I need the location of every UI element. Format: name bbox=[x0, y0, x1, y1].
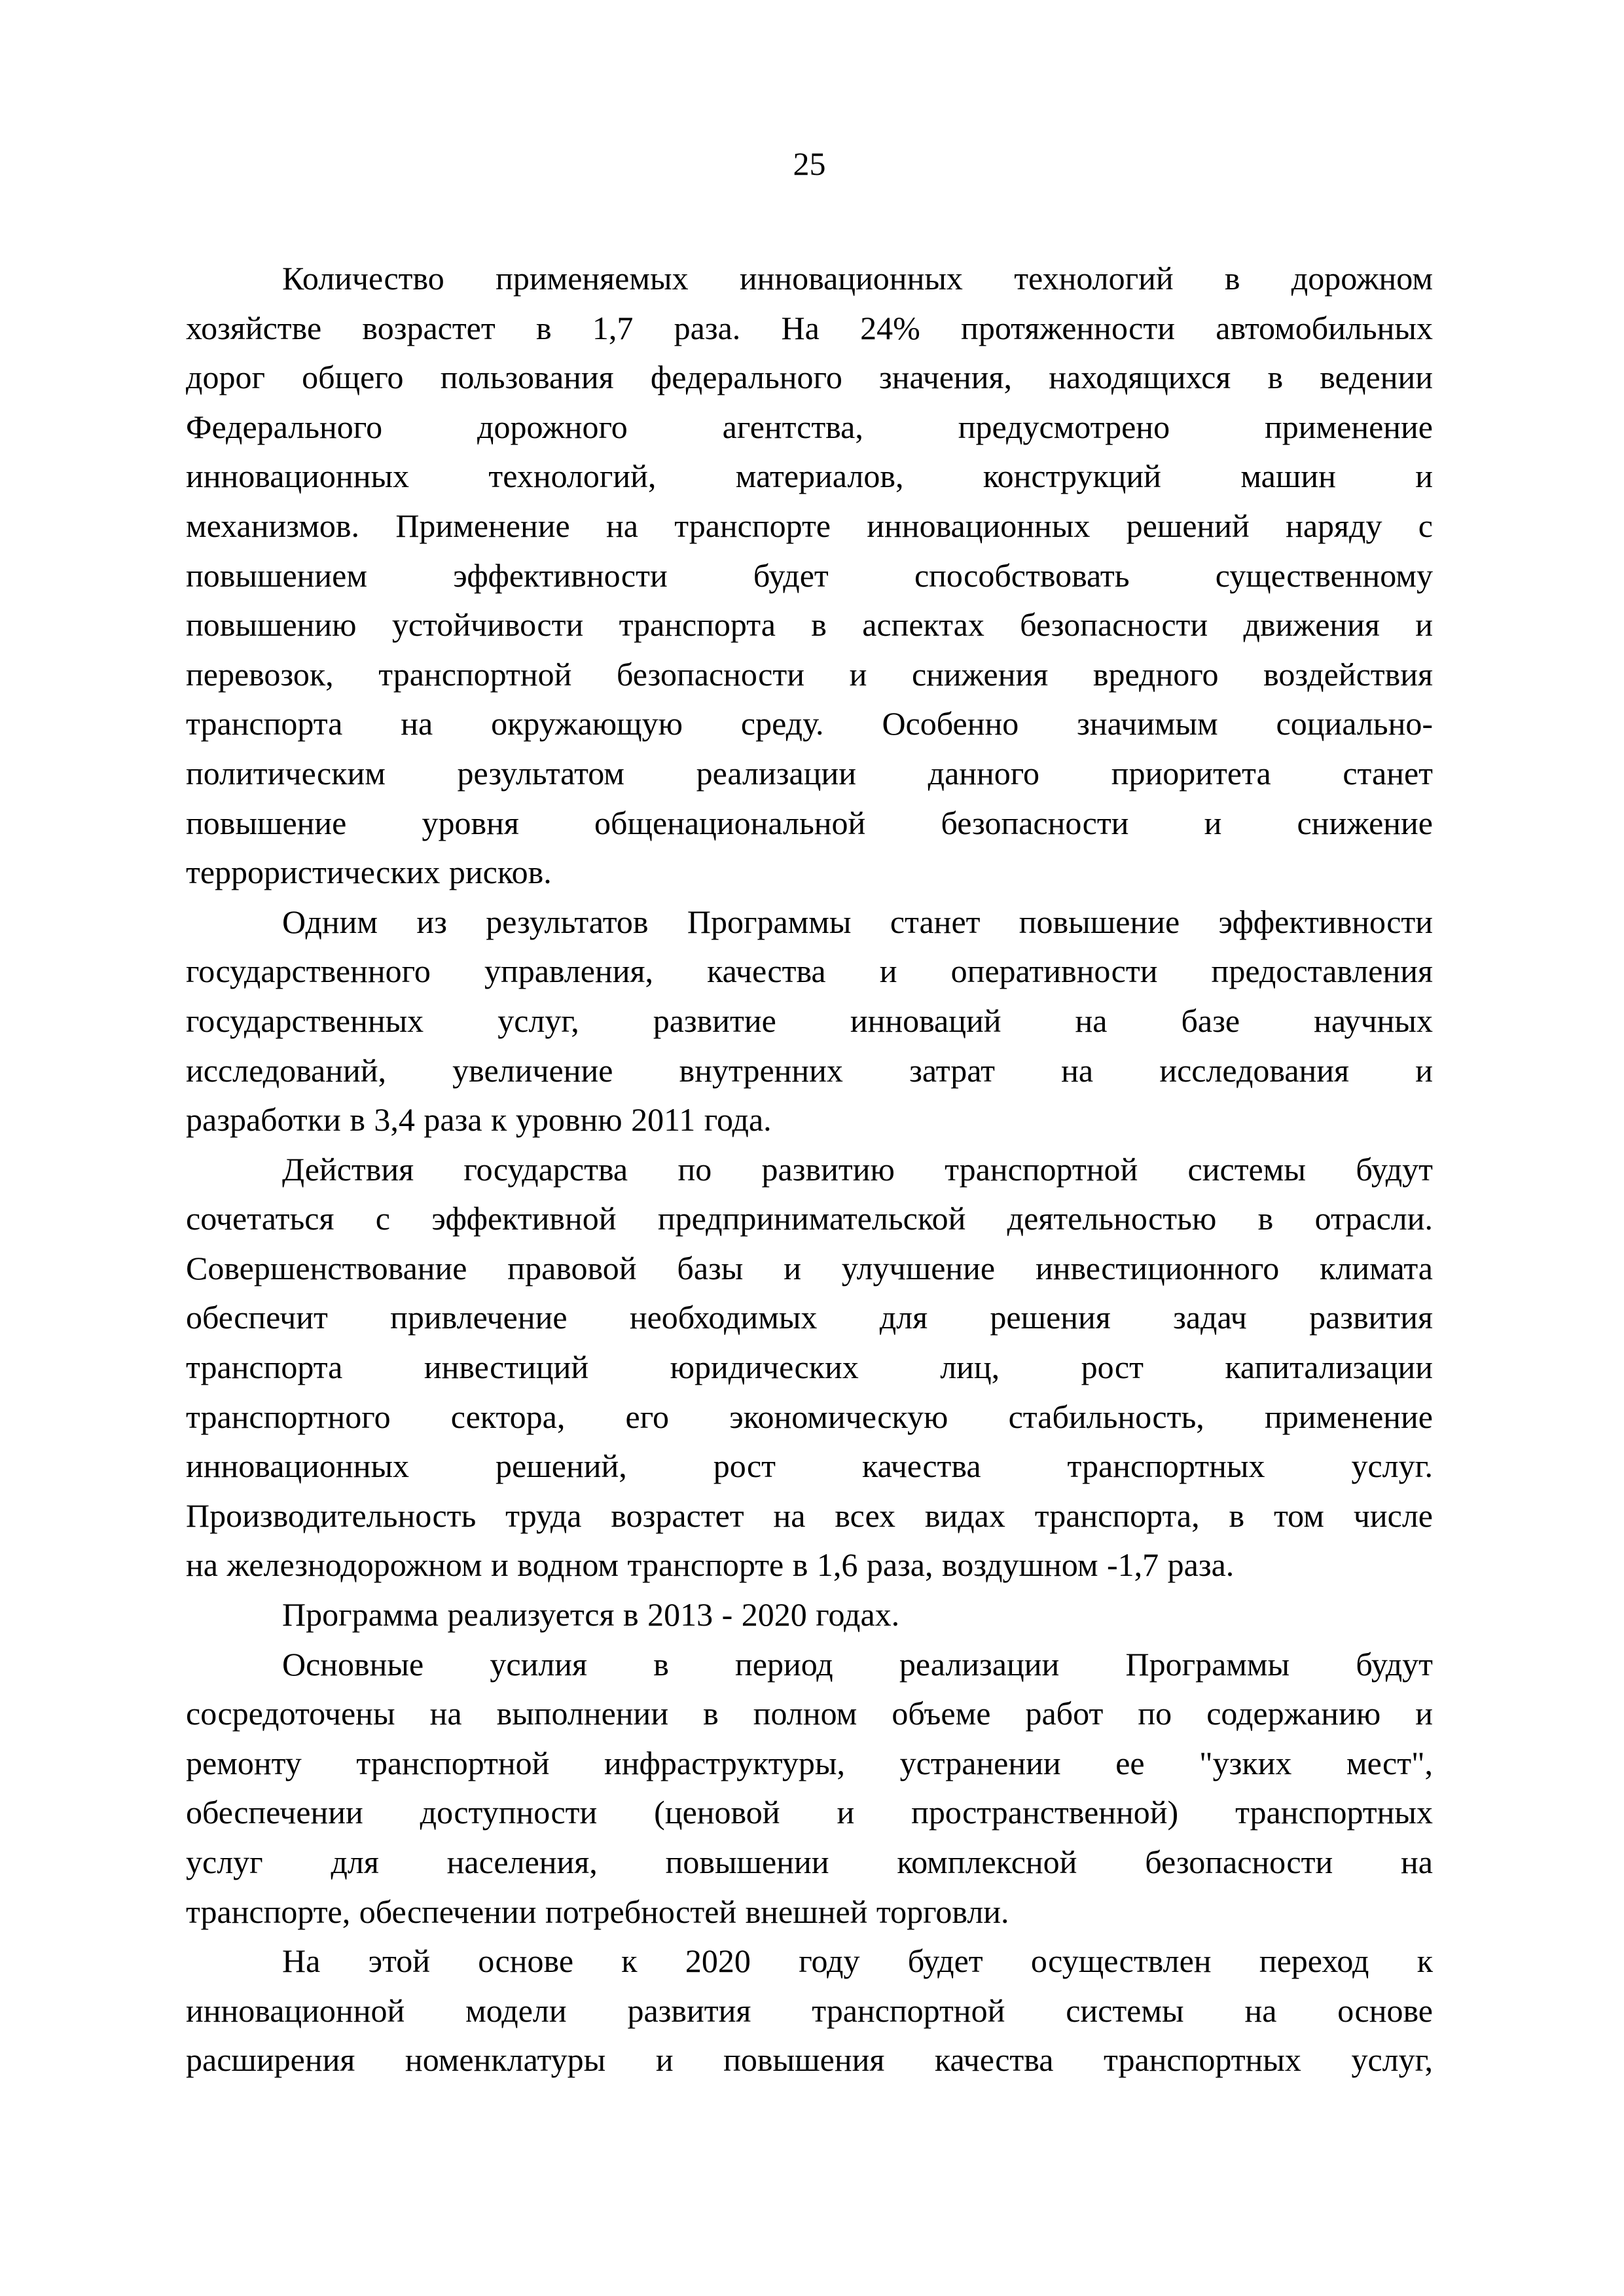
paragraph bbox=[186, 1590, 1433, 1640]
paragraph bbox=[186, 1145, 1433, 1590]
text-line: Совершенствование правовой базы и улучшение инвестиционного климата bbox=[186, 1249, 1433, 1286]
text-line: государственных услуг, развитие инноваций на базе научных bbox=[186, 1002, 1433, 1039]
text-line: государственного управления, качества и оперативности предоставления bbox=[186, 953, 1433, 990]
text-line: транспортного сектора, его экономическую стабильность, применение bbox=[186, 1398, 1433, 1435]
text-line: инновационных технологий, материалов, конструкций машин и bbox=[186, 458, 1433, 495]
text-line: Производительность труда возрастет на всех видах транспорта, в том числе bbox=[186, 1497, 1433, 1534]
text-line: перевозок, транспортной безопасности и снижения вредного воздействия bbox=[186, 655, 1433, 693]
text-line: дорог общего пользования федерального значения, находящихся в ведении bbox=[186, 359, 1433, 396]
text-line: услуг для населения, повышении комплексной безопасности на bbox=[186, 1844, 1433, 1880]
text-line: обеспечит привлечение необходимых для решения задач развития bbox=[186, 1299, 1433, 1336]
text-line: транспорте, обеспечении потребностей внешней торговли. bbox=[186, 1893, 1009, 1930]
text-line: Основные усилия в период реализации Программы будут bbox=[282, 1645, 1433, 1683]
text-line: политическим результатом реализации данного приоритета станет bbox=[186, 754, 1433, 792]
text-line: повышение уровня общенациональной безопасности и снижение bbox=[186, 804, 1433, 841]
text-line: Программа реализуется в 2013 - 2020 годах. bbox=[282, 1596, 900, 1633]
paragraph bbox=[186, 1640, 1433, 1937]
text-line: расширения номенклатуры и повышения качества транспортных услуг, bbox=[186, 2041, 1433, 2079]
text-line: механизмов. Применение на транспорте инновационных решений наряду с bbox=[186, 507, 1433, 544]
paragraph bbox=[186, 898, 1433, 1145]
text-line: террористических рисков. bbox=[186, 854, 552, 891]
text-line: Действия государства по развитию транспортной системы будут bbox=[282, 1150, 1433, 1188]
page-number: 25 bbox=[793, 145, 826, 182]
text-line: на железнодорожном и водном транспорте в 1,6 раза, воздушном -1,7 раза. bbox=[186, 1546, 1235, 1584]
text-line: повышению устойчивости транспорта в аспектах безопасности движения и bbox=[186, 606, 1433, 644]
text-line: Одним из результатов Программы станет повышение эффективности bbox=[282, 903, 1433, 940]
text-line: инновационной модели развития транспортной системы на основе bbox=[186, 1992, 1433, 2029]
text-line: транспорта инвестиций юридических лиц, рост капитализации bbox=[186, 1349, 1433, 1386]
paragraph bbox=[186, 1937, 1433, 2085]
text-line: разработки в 3,4 раза к уровню 2011 года. bbox=[186, 1101, 772, 1139]
text-block bbox=[186, 254, 1433, 2085]
text-line: На этой основе к 2020 году будет осуществлен переход к bbox=[282, 1942, 1433, 1980]
text-line: повышением эффективности будет способствовать существенному bbox=[186, 556, 1433, 594]
text-line: исследований, увеличение внутренних затрат на исследования и bbox=[186, 1051, 1433, 1089]
text-line: обеспечении доступности (ценовой и пространственной) транспортных bbox=[186, 1794, 1433, 1831]
paragraph bbox=[186, 254, 1433, 898]
text-line: сочетаться с эффективной предпринимательской деятельностью в отрасли. bbox=[186, 1200, 1433, 1237]
text-line: хозяйстве возрастет в 1,7 раза. На 24% протяженности автомобильных bbox=[186, 309, 1433, 346]
text-line: Федерального дорожного агентства, предусмотрено применение bbox=[186, 408, 1433, 445]
text-line: транспорта на окружающую среду. Особенно значимым социально- bbox=[186, 705, 1433, 742]
text-line: ремонту транспортной инфраструктуры, устранении ее "узких мест", bbox=[186, 1744, 1433, 1781]
text-line: сосредоточены на выполнении в полном объеме работ по содержанию и bbox=[186, 1695, 1433, 1732]
text-line: инновационных решений, рост качества транспортных услуг. bbox=[186, 1448, 1433, 1485]
text-line: Количество применяемых инновационных технологий в дорожном bbox=[282, 260, 1433, 297]
